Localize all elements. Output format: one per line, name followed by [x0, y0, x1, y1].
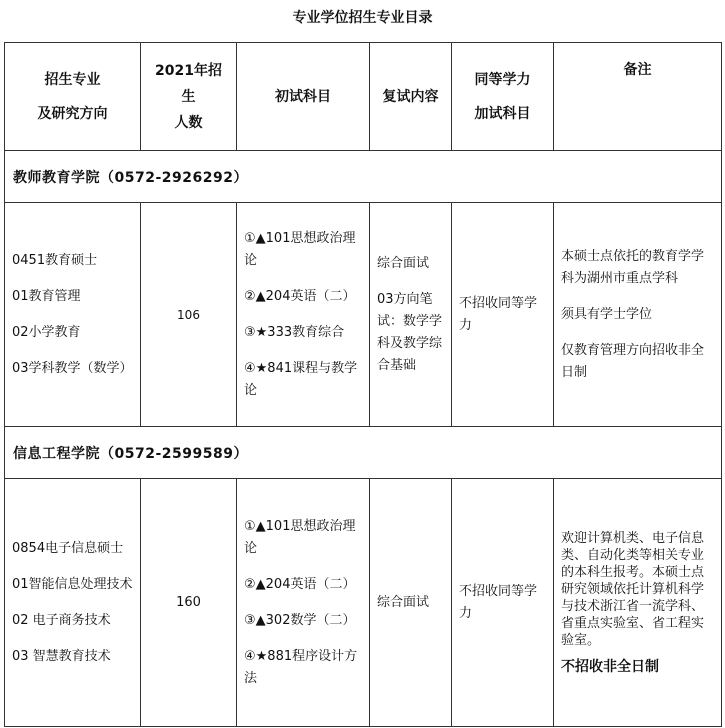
major-direction: 03 智慧教育技术	[12, 648, 111, 664]
note-item: 须具有学士学位	[561, 306, 653, 322]
header-quota-line3: 人数	[174, 114, 203, 131]
table-row	[5, 203, 722, 427]
header-quota-line2: 生	[181, 88, 196, 105]
subject-item: ④★881程序设计方法	[244, 648, 358, 686]
equivalent-text: 不招收同等学力	[459, 583, 538, 621]
header-row	[5, 43, 722, 151]
equivalent-cell	[452, 203, 554, 427]
header-major-line2: 及研究方向	[37, 105, 108, 122]
subject-item: ①▲101思想政治理论	[244, 230, 356, 268]
major-direction: 01教育管理	[12, 288, 81, 304]
quota-cell: 160	[141, 479, 237, 727]
subject-item: ③▲302数学（二）	[244, 612, 356, 628]
header-equivalent-line2: 加试科目	[474, 105, 531, 122]
note-item-emphasis: 不招收非全日制	[561, 658, 659, 675]
retest-item: 综合面试	[377, 594, 430, 610]
subject-item: ①▲101思想政治理论	[244, 518, 356, 556]
major-direction: 02小学教育	[12, 324, 81, 340]
header-equivalent	[452, 43, 554, 151]
major-direction: 03学科教学（数学）	[12, 360, 133, 376]
subject-item: ③★333教育综合	[244, 324, 345, 340]
college-name: 教师教育学院（0572-2926292）	[5, 151, 722, 203]
subject-item: ②▲204英语（二）	[244, 288, 356, 304]
header-notes: 备注	[554, 43, 722, 151]
subject-item: ④★841课程与教学论	[244, 360, 358, 398]
major-degree: 0451教育硕士	[12, 252, 98, 268]
equivalent-text: 不招收同等学力	[459, 295, 538, 333]
subject-item: ②▲204英语（二）	[244, 576, 356, 592]
notes-cell	[554, 479, 722, 727]
major-degree: 0854电子信息硕士	[12, 540, 124, 556]
note-item: 本硕士点依托的教育学学科为湖州市重点学科	[561, 248, 705, 286]
major-cell	[5, 203, 141, 427]
major-direction: 02 电子商务技术	[12, 612, 111, 628]
notes-cell	[554, 203, 722, 427]
subjects-cell	[237, 479, 370, 727]
subjects-cell	[237, 203, 370, 427]
college-name: 信息工程学院（0572-2599589）	[5, 427, 722, 479]
quota-cell: 106	[141, 203, 237, 427]
equivalent-cell	[452, 479, 554, 727]
header-equivalent-line1: 同等学力	[474, 71, 531, 88]
table-row	[5, 479, 722, 727]
retest-cell	[370, 203, 452, 427]
header-major	[5, 43, 141, 151]
retest-item: 综合面试	[377, 255, 430, 271]
header-quota-line1: 2021年招	[155, 62, 222, 79]
page-title: 专业学位招生专业目录	[292, 10, 433, 26]
header-initial-exam: 初试科目	[237, 43, 370, 151]
catalog-table	[4, 42, 722, 727]
retest-item: 03方向笔试：数学学科及教学综合基础	[377, 291, 443, 373]
header-quota	[141, 43, 237, 151]
header-major-line1: 招生专业	[44, 71, 101, 88]
note-item: 仅教育管理方向招收非全日制	[561, 342, 705, 380]
note-item: 欢迎计算机类、电子信息类、自动化类等相关专业的本科生报考。本硕士点研究领域依托计算机科学与技术浙江省一流学科、省重点实验室、省工程实验室。	[561, 530, 705, 648]
section-header-row	[5, 427, 722, 479]
major-cell	[5, 479, 141, 727]
retest-cell	[370, 479, 452, 727]
major-direction: 01智能信息处理技术	[12, 576, 133, 592]
header-retest: 复试内容	[370, 43, 452, 151]
section-header-row	[5, 151, 722, 203]
